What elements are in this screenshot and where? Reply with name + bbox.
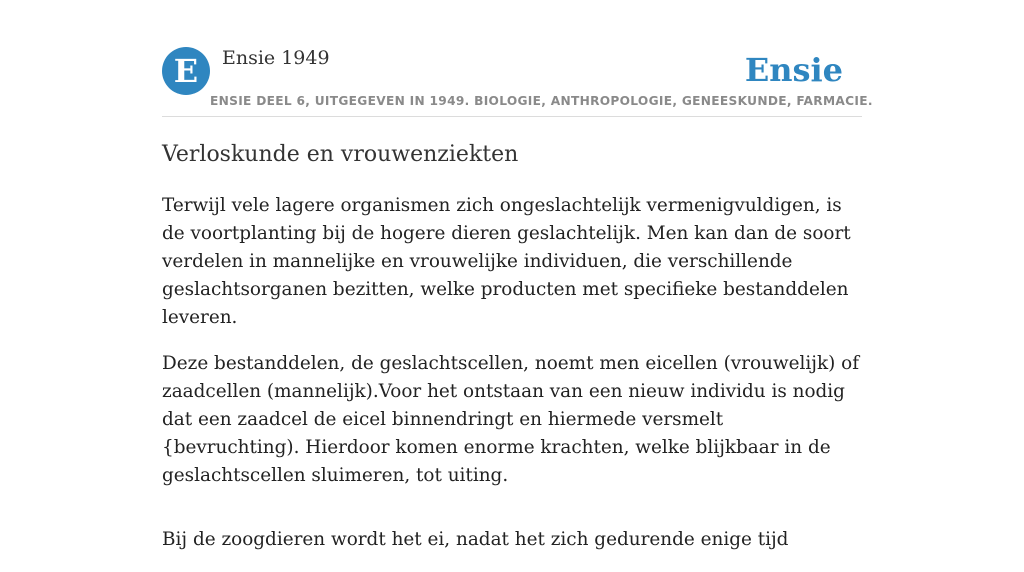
brand-logo-link[interactable]: Ensie bbox=[744, 51, 843, 89]
edition-subtitle: ENSIE DEEL 6, UITGEGEVEN IN 1949. BIOLOGIE, ANTHROPOLOGIE, GENEESKUNDE, FARMACIE. bbox=[210, 94, 873, 108]
article-paragraph-1: Terwijl vele lagere organismen zich ongeslachtelijk vermenigvuldigen, is de voortplanting bij de hogere dieren geslachtelijk. Men kan dan de soort verdelen in mannelijke en vrouwelijke individuen, die verschillende geslachtsorganen bezitten, welke producten met specifieke bestanddelen leveren. bbox=[162, 195, 851, 328]
site-header bbox=[162, 46, 873, 117]
article-paragraph-2: Deze bestanddelen, de geslachtscellen, noemt men eicellen (vrouwelijk) of zaadcellen (mannelijk).Voor het ontstaan van een nieuw individu is nodig dat een zaadcel de eicel binnendringt en hiermede versmelt {bevruchting). Hierdoor komen enorme krachten, welke blijkbaar in de geslachtscellen sluimeren, tot uiting. bbox=[162, 353, 860, 486]
site-title-link[interactable]: Ensie 1949 bbox=[222, 47, 330, 69]
article-paragraph-3: Bij de zoogdieren wordt het ei, nadat het zich gedurende enige tijd bbox=[162, 529, 789, 550]
article-title: Verloskunde en vrouwenziekten bbox=[162, 142, 519, 167]
ensie-logo-badge[interactable]: E bbox=[162, 47, 210, 95]
article-body bbox=[162, 192, 862, 572]
